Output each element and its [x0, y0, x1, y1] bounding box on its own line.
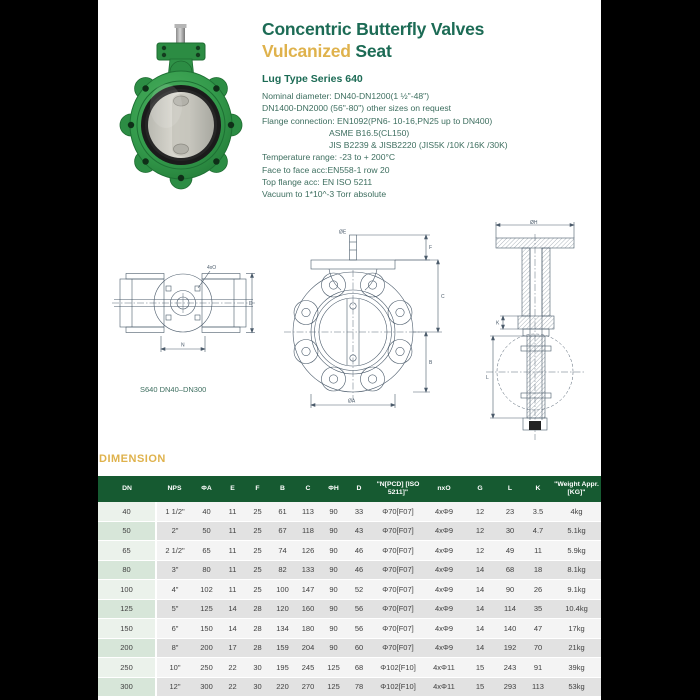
- table-cell: 293: [496, 677, 524, 697]
- column-header: D: [346, 476, 372, 502]
- spec-line: JIS B2239 & JISB2220 (JIS5K /10K /16K /30K): [329, 140, 508, 151]
- table-cell: Φ70[F07]: [372, 502, 424, 521]
- table-cell: 4xΦ11: [424, 677, 464, 697]
- section-flange-diameter-label: ØH: [530, 220, 538, 226]
- table-cell: 25: [245, 521, 270, 541]
- table-cell: 4xΦ9: [424, 580, 464, 600]
- column-header: C: [295, 476, 321, 502]
- table-cell: 300: [193, 677, 220, 697]
- table-cell: 90: [321, 560, 346, 580]
- table-cell: Φ102[F10]: [372, 658, 424, 678]
- table-cell: 39kg: [552, 658, 601, 678]
- table-cell: 245: [295, 658, 321, 678]
- table-cell: 8": [156, 638, 193, 658]
- spec-line: Top flange acc: EN ISO 5211: [262, 177, 373, 188]
- table-cell: 33: [346, 502, 372, 521]
- table-cell: 200: [193, 638, 220, 658]
- table-cell: 118: [295, 521, 321, 541]
- front-stem-label: ØE: [339, 229, 347, 236]
- spec-line: Vacuum to 1*10^-3 Torr absolute: [262, 189, 387, 200]
- table-cell: 67: [270, 521, 295, 541]
- table-cell: 9.1kg: [552, 580, 601, 600]
- table-cell: 10": [156, 658, 193, 678]
- table-cell: 133: [295, 560, 321, 580]
- table-cell: 11: [524, 541, 552, 561]
- table-cell: 5": [156, 599, 193, 619]
- table-cell: 78: [346, 677, 372, 697]
- cell-dn: 100: [98, 580, 156, 600]
- side-view-drawing: [110, 248, 257, 373]
- table-cell: 4xΦ9: [424, 521, 464, 541]
- front-lower-height-label: B: [429, 360, 433, 366]
- table-cell: 14: [220, 619, 245, 639]
- table-cell: 250: [193, 658, 220, 678]
- table-cell: 90: [321, 599, 346, 619]
- table-cell: 5.1kg: [552, 521, 601, 541]
- table-cell: 4xΦ9: [424, 560, 464, 580]
- table-cell: 25: [245, 502, 270, 521]
- table-cell: 270: [295, 677, 321, 697]
- table-cell: 82: [270, 560, 295, 580]
- front-view-drawing: [270, 228, 448, 421]
- table-cell: 147: [295, 580, 321, 600]
- table-cell: Φ70[F07]: [372, 560, 424, 580]
- top-flange: [157, 43, 205, 60]
- table-cell: 40: [193, 502, 220, 521]
- column-header: B: [270, 476, 295, 502]
- table-cell: 30: [245, 677, 270, 697]
- table-cell: 8.1kg: [552, 560, 601, 580]
- column-header: ΦA: [193, 476, 220, 502]
- table-cell: 15: [464, 677, 496, 697]
- section-upper-label: K: [496, 320, 500, 327]
- table-cell: 4xΦ9: [424, 599, 464, 619]
- table-cell: 30: [245, 658, 270, 678]
- table-cell: 52: [346, 580, 372, 600]
- cell-dn: 150: [98, 619, 156, 639]
- table-cell: 14: [464, 619, 496, 639]
- table-cell: 46: [346, 560, 372, 580]
- table-cell: 90: [321, 502, 346, 521]
- subtitle-rest: Seat: [350, 41, 392, 61]
- table-cell: Φ102[F10]: [372, 677, 424, 697]
- table-cell: 2 1/2": [156, 541, 193, 561]
- table-cell: 195: [270, 658, 295, 678]
- spec-line: Flange connection: EN1092(PN6- 10-16,PN25 up to DN400): [262, 115, 493, 126]
- table-cell: 91: [524, 658, 552, 678]
- table-cell: Φ70[F07]: [372, 599, 424, 619]
- table-cell: 90: [321, 638, 346, 658]
- table-cell: 28: [245, 599, 270, 619]
- table-cell: 56: [346, 599, 372, 619]
- table-cell: 11: [220, 521, 245, 541]
- cell-dn: 250: [98, 658, 156, 678]
- table-cell: 12: [464, 502, 496, 521]
- table-row: [98, 521, 601, 541]
- table-cell: 5.9kg: [552, 541, 601, 561]
- cell-dn: 50: [98, 521, 156, 541]
- table-cell: 17: [220, 638, 245, 658]
- table-row: [98, 560, 601, 580]
- table-cell: 90: [321, 580, 346, 600]
- cell-dn: 65: [98, 541, 156, 561]
- table-cell: 25: [245, 560, 270, 580]
- table-cell: 18: [524, 560, 552, 580]
- product-photo: [118, 22, 245, 190]
- table-cell: 3": [156, 560, 193, 580]
- table-cell: 25: [245, 580, 270, 600]
- column-header: "N[PCD] [ISO 5211]": [372, 476, 424, 502]
- column-header: nxO: [424, 476, 464, 502]
- table-row: [98, 619, 601, 639]
- table-cell: 61: [270, 502, 295, 521]
- table-cell: 14: [464, 599, 496, 619]
- table-cell: 126: [295, 541, 321, 561]
- cell-dn: 40: [98, 502, 156, 521]
- table-cell: 6": [156, 619, 193, 639]
- table-cell: 43: [346, 521, 372, 541]
- cell-dn: 200: [98, 638, 156, 658]
- column-header: L: [496, 476, 524, 502]
- subtitle-accent: Vulcanized: [262, 41, 351, 61]
- table-cell: 22: [220, 677, 245, 697]
- section-lower-label: L: [486, 375, 489, 381]
- table-cell: 150: [193, 619, 220, 639]
- table-cell: 46: [346, 541, 372, 561]
- table-cell: 125: [321, 677, 346, 697]
- spec-list: [262, 90, 592, 201]
- dimension-table-body: [98, 502, 601, 697]
- table-cell: 4.7: [524, 521, 552, 541]
- table-cell: 74: [270, 541, 295, 561]
- table-cell: 134: [270, 619, 295, 639]
- table-cell: Φ70[F07]: [372, 521, 424, 541]
- table-cell: 15: [464, 658, 496, 678]
- table-cell: 4kg: [552, 502, 601, 521]
- table-cell: 49: [496, 541, 524, 561]
- table-cell: 4xΦ11: [424, 658, 464, 678]
- side-width-label: N: [181, 342, 185, 349]
- cell-dn: 80: [98, 560, 156, 580]
- table-cell: 243: [496, 658, 524, 678]
- column-header: ΦH: [321, 476, 346, 502]
- table-cell: 21kg: [552, 638, 601, 658]
- table-row: [98, 658, 601, 678]
- table-cell: 3.5: [524, 502, 552, 521]
- table-cell: Φ70[F07]: [372, 541, 424, 561]
- column-header: F: [245, 476, 270, 502]
- table-cell: 53kg: [552, 677, 601, 697]
- table-cell: 14: [464, 580, 496, 600]
- front-stem-height-label: F: [429, 245, 433, 251]
- table-cell: 140: [496, 619, 524, 639]
- table-cell: 114: [496, 599, 524, 619]
- datasheet-page: [98, 0, 601, 700]
- table-cell: 120: [270, 599, 295, 619]
- table-cell: 4xΦ9: [424, 502, 464, 521]
- table-cell: 11: [220, 560, 245, 580]
- table-cell: 60: [346, 638, 372, 658]
- column-header: NPS: [156, 476, 193, 502]
- table-cell: 10.4kg: [552, 599, 601, 619]
- table-cell: 65: [193, 541, 220, 561]
- table-cell: 180: [295, 619, 321, 639]
- dimension-heading: DIMENSION: [99, 453, 166, 465]
- table-row: [98, 677, 601, 697]
- table-cell: 11: [220, 502, 245, 521]
- table-cell: 90: [496, 580, 524, 600]
- spec-line: ASME B16.5(CL150): [329, 127, 410, 138]
- drawing-caption: S640 DN40–DN300: [140, 385, 207, 394]
- table-cell: 204: [295, 638, 321, 658]
- table-cell: 4xΦ9: [424, 541, 464, 561]
- column-header: E: [220, 476, 245, 502]
- column-header: "Weight Appr.[KG]": [552, 476, 601, 502]
- table-cell: 90: [321, 521, 346, 541]
- dimension-table: [98, 476, 601, 697]
- table-cell: 14: [220, 599, 245, 619]
- table-cell: 11: [220, 541, 245, 561]
- table-cell: 12: [464, 541, 496, 561]
- spec-line: Temperature range: -23 to + 200°C: [262, 152, 396, 163]
- table-row: [98, 502, 601, 521]
- cell-dn: 125: [98, 599, 156, 619]
- table-cell: 220: [270, 677, 295, 697]
- table-cell: 56: [346, 619, 372, 639]
- table-cell: 70: [524, 638, 552, 658]
- table-cell: 100: [270, 580, 295, 600]
- table-cell: Φ70[F07]: [372, 580, 424, 600]
- page-title: Concentric Butterfly Valves: [262, 19, 485, 39]
- table-cell: 4xΦ9: [424, 638, 464, 658]
- table-cell: 50: [193, 521, 220, 541]
- dimension-table-header: [98, 476, 601, 502]
- table-row: [98, 580, 601, 600]
- table-cell: Φ70[F07]: [372, 638, 424, 658]
- table-cell: 68: [346, 658, 372, 678]
- table-cell: 1 1/2": [156, 502, 193, 521]
- table-cell: 12": [156, 677, 193, 697]
- table-cell: 160: [295, 599, 321, 619]
- table-cell: 23: [496, 502, 524, 521]
- table-cell: 28: [245, 619, 270, 639]
- header-row: [98, 476, 601, 502]
- table-cell: 125: [193, 599, 220, 619]
- table-row: [98, 541, 601, 561]
- front-height-label: C: [441, 294, 445, 300]
- spec-line: DN1400-DN2000 (56"-80") other sizes on request: [262, 103, 452, 114]
- table-cell: 12: [464, 521, 496, 541]
- spec-line: Face to face acc:EN558-1 row 20: [262, 164, 390, 175]
- series-title: Lug Type Series 640: [262, 73, 363, 85]
- side-height-label: D: [249, 301, 253, 307]
- table-cell: 4": [156, 580, 193, 600]
- table-cell: 80: [193, 560, 220, 580]
- table-cell: 113: [524, 677, 552, 697]
- table-cell: 35: [524, 599, 552, 619]
- column-header: G: [464, 476, 496, 502]
- table-cell: 2": [156, 521, 193, 541]
- table-cell: 25: [245, 541, 270, 561]
- title-block: [262, 18, 592, 201]
- table-cell: 90: [321, 619, 346, 639]
- table-cell: 47: [524, 619, 552, 639]
- section-view-drawing: [478, 220, 610, 449]
- table-cell: 102: [193, 580, 220, 600]
- table-cell: 30: [496, 521, 524, 541]
- table-cell: Φ70[F07]: [372, 619, 424, 639]
- table-cell: 14: [464, 638, 496, 658]
- butterfly-valve-photo: [118, 22, 245, 190]
- table-row: [98, 599, 601, 619]
- table-cell: 68: [496, 560, 524, 580]
- table-cell: 192: [496, 638, 524, 658]
- spec-line: Nominal diameter: DN40-DN1200(1 ½"-48"): [262, 91, 430, 101]
- front-diameter-label: ØA: [348, 398, 356, 405]
- table-cell: 11: [220, 580, 245, 600]
- table-cell: 22: [220, 658, 245, 678]
- table-cell: 26: [524, 580, 552, 600]
- side-bolt-label: 4xO: [207, 265, 217, 271]
- table-cell: 113: [295, 502, 321, 521]
- table-cell: 90: [321, 541, 346, 561]
- table-cell: 125: [321, 658, 346, 678]
- table-cell: 28: [245, 638, 270, 658]
- table-cell: 14: [464, 560, 496, 580]
- table-row: [98, 638, 601, 658]
- column-header: DN: [98, 476, 156, 502]
- page-subtitle: [262, 40, 592, 62]
- table-cell: 17kg: [552, 619, 601, 639]
- column-header: K: [524, 476, 552, 502]
- cell-dn: 300: [98, 677, 156, 697]
- table-cell: 4xΦ9: [424, 619, 464, 639]
- table-cell: 159: [270, 638, 295, 658]
